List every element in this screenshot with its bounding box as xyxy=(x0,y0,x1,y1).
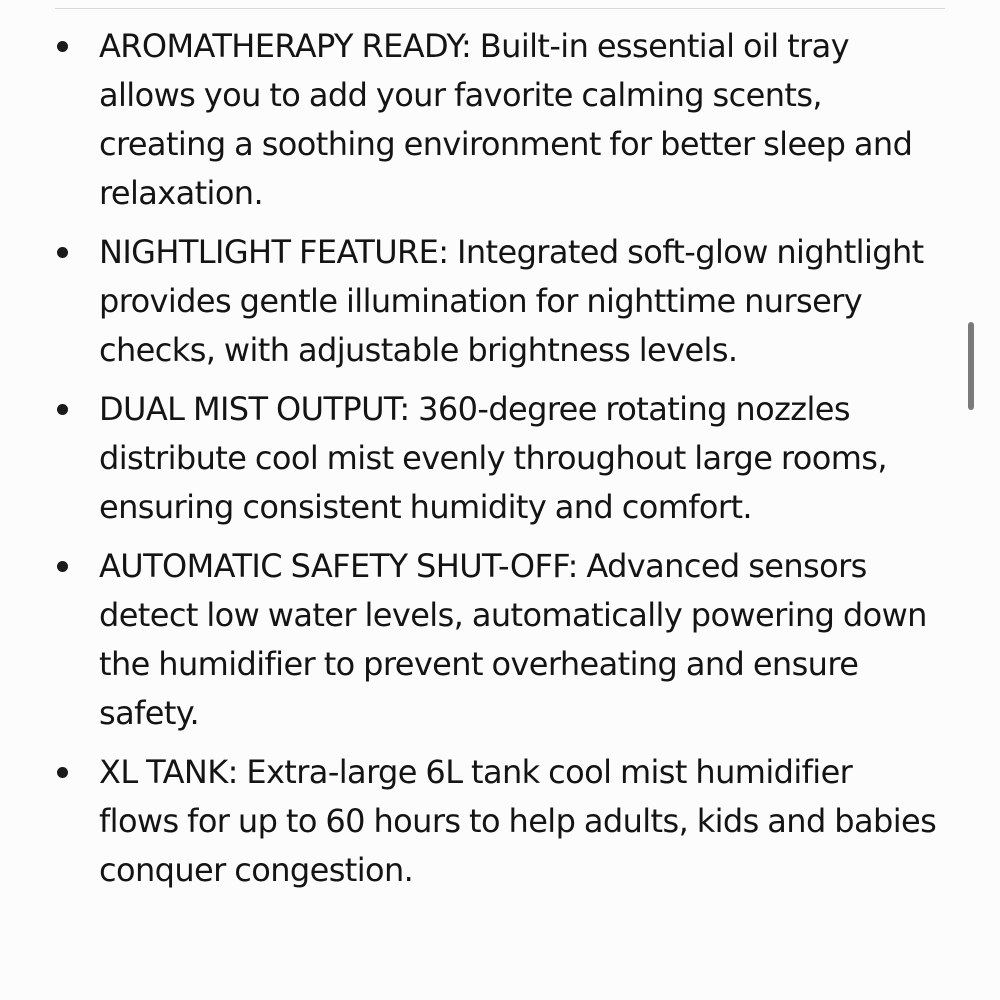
bullet-icon xyxy=(57,247,68,258)
feature-text: NIGHTLIGHT FEATURE: Integrated soft-glow nightlight provides gentle illumination for nighttime nursery checks, with adjustable brightness levels. xyxy=(99,233,924,369)
scrollbar-thumb[interactable] xyxy=(968,322,974,410)
bullet-icon xyxy=(57,767,68,778)
feature-item-safety-shutoff xyxy=(0,542,960,738)
feature-item-dual-mist xyxy=(0,385,960,532)
feature-text: AUTOMATIC SAFETY SHUT-OFF: Advanced sensors detect low water levels, automatically powering down the humidifier to prevent overheating and ensure safety. xyxy=(99,547,927,732)
bullet-icon xyxy=(57,41,68,52)
bullet-icon xyxy=(57,561,68,572)
feature-text: DUAL MIST OUTPUT: 360-degree rotating nozzles distribute cool mist evenly throughout large rooms, ensuring consistent humidity and comfort. xyxy=(99,390,887,526)
feature-text: AROMATHERAPY READY: Built-in essential oil tray allows you to add your favorite calming scents, creating a soothing environment for better sleep and relaxation. xyxy=(99,27,913,212)
feature-item-nightlight xyxy=(0,228,960,375)
feature-item-xl-tank xyxy=(0,748,960,895)
feature-text: XL TANK: Extra-large 6L tank cool mist humidifier flows for up to 60 hours to help adults, kids and babies conquer congestion. xyxy=(99,753,937,889)
feature-bullet-list xyxy=(0,22,960,905)
section-divider xyxy=(55,8,945,9)
bullet-icon xyxy=(57,404,68,415)
feature-item-aromatherapy xyxy=(0,22,960,218)
